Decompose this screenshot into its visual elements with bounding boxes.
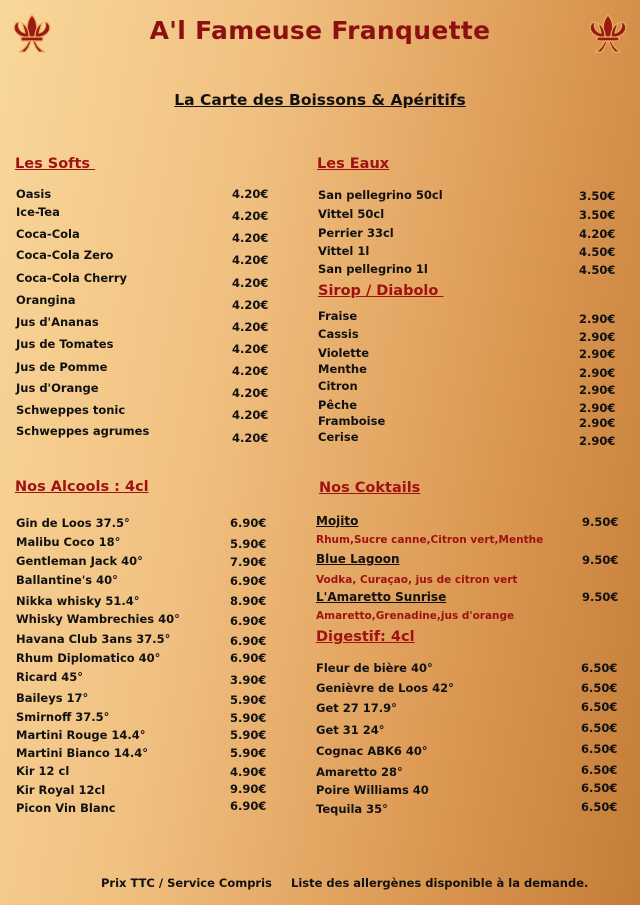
menu-item-price: 4.20€ xyxy=(232,320,269,334)
menu-item-name: Coca-Cola Cherry xyxy=(16,271,128,285)
menu-item-name: Nikka whisky 51.4° xyxy=(16,594,140,608)
menu-item-name: Martini Rouge 14.4° xyxy=(16,728,146,742)
menu-item-price: 6.50€ xyxy=(581,781,618,795)
menu-item-price: 4.20€ xyxy=(232,253,269,267)
menu-item-name: Get 27 17.9° xyxy=(316,701,397,715)
menu-item-price: 2.90€ xyxy=(579,312,616,326)
menu-item-price: 4.20€ xyxy=(232,231,269,245)
menu-item-price: 4.90€ xyxy=(230,765,267,779)
menu-item-name: Smirnoff 37.5° xyxy=(16,710,110,724)
menu-item-name: Jus d'Ananas xyxy=(16,315,99,329)
cocktail-description: Vodka, Curaçao, jus de citron vert xyxy=(316,574,518,586)
menu-item-name: Genièvre de Loos 42° xyxy=(316,681,454,695)
menu-item-price: 6.50€ xyxy=(581,681,618,695)
menu-item-price: 4.20€ xyxy=(232,276,269,290)
menu-item-price: 2.90€ xyxy=(579,347,616,361)
menu-subtitle: La Carte des Boissons & Apéritifs xyxy=(174,91,466,109)
menu-item-price: 6.90€ xyxy=(230,634,267,648)
menu-item-name: Oasis xyxy=(16,187,52,201)
menu-item-price: 6.50€ xyxy=(581,763,618,777)
menu-item-name: Citron xyxy=(318,379,358,393)
menu-item-name: Rhum Diplomatico 40° xyxy=(16,651,161,665)
footer-allergen-note: Liste des allergènes disponible à la demande. xyxy=(291,876,589,890)
menu-item-name: Coca-Cola Zero xyxy=(16,248,114,262)
restaurant-title: A'l Fameuse Franquette xyxy=(149,16,491,45)
menu-item-name: Malibu Coco 18° xyxy=(16,535,121,549)
menu-item-price: 5.90€ xyxy=(230,693,267,707)
menu-item-price: 6.50€ xyxy=(581,661,618,675)
menu-item-name: Coca-Cola xyxy=(16,227,80,241)
menu-item-price: 5.90€ xyxy=(230,537,267,551)
menu-item-name: Get 31 24° xyxy=(316,723,385,737)
menu-item-price: 4.20€ xyxy=(232,298,269,312)
menu-item-price: 4.20€ xyxy=(232,187,269,201)
section-title-cocktails: Nos Coktails xyxy=(319,480,421,496)
menu-item-price: 4.50€ xyxy=(579,263,616,277)
menu-item-name: Ballantine's 40° xyxy=(16,573,118,587)
menu-item-name: Ice-Tea xyxy=(16,205,60,219)
menu-item-price: 9.90€ xyxy=(230,782,267,796)
menu-item-name: Vittel 1l xyxy=(318,244,370,258)
section-title-sirop: Sirop / Diabolo xyxy=(318,283,444,299)
menu-item-name: Orangina xyxy=(16,293,76,307)
menu-item-price: 6.90€ xyxy=(230,614,267,628)
section-title-eaux: Les Eaux xyxy=(317,156,390,172)
menu-item-name: Tequila 35° xyxy=(316,802,388,816)
menu-item-price: 2.90€ xyxy=(579,366,616,380)
menu-item-name: Gentleman Jack 40° xyxy=(16,554,143,568)
menu-item-price: 4.20€ xyxy=(232,408,269,422)
section-title-digestif: Digestif: 4cl xyxy=(316,629,415,645)
menu-item-price: 6.90€ xyxy=(230,574,267,588)
menu-item-price: 4.20€ xyxy=(232,431,269,445)
menu-item-price: 4.50€ xyxy=(579,245,616,259)
menu-item-name: Jus d'Orange xyxy=(16,381,99,395)
menu-item-price: 6.50€ xyxy=(581,742,618,756)
menu-item-price: 4.20€ xyxy=(232,364,269,378)
menu-item-name: Whisky Wambrechies 40° xyxy=(16,612,180,626)
menu-item-name: Schweppes tonic xyxy=(16,403,126,417)
menu-item-price: 6.90€ xyxy=(230,516,267,530)
menu-item-name: Framboise xyxy=(318,414,386,428)
menu-item-name: Menthe xyxy=(318,362,367,376)
menu-item-price: 5.90€ xyxy=(230,711,267,725)
menu-item-price: 2.90€ xyxy=(579,401,616,415)
menu-item-name: Baileys 17° xyxy=(16,691,89,705)
menu-item-price: 5.90€ xyxy=(230,746,267,760)
menu-item-name: Pêche xyxy=(318,398,358,412)
cocktail-price: 9.50€ xyxy=(582,515,619,529)
cocktail-price: 9.50€ xyxy=(582,553,619,567)
cocktail-description: Amaretto,Grenadine,jus d'orange xyxy=(316,610,515,622)
menu-item-price: 6.50€ xyxy=(581,721,618,735)
menu-item-price: 6.50€ xyxy=(581,700,618,714)
menu-item-price: 6.90€ xyxy=(230,799,267,813)
menu-item-price: 4.20€ xyxy=(579,227,616,241)
cocktail-name: L'Amaretto Sunrise xyxy=(316,590,447,604)
menu-item-name: Kir 12 cl xyxy=(16,764,70,778)
cocktail-price: 9.50€ xyxy=(582,590,619,604)
menu-item-name: San pellegrino 1l xyxy=(318,262,428,276)
menu-item-name: Vittel 50cl xyxy=(318,207,385,221)
menu-item-price: 6.90€ xyxy=(230,651,267,665)
menu-item-name: Cerise xyxy=(318,430,359,444)
menu-item-name: Fraise xyxy=(318,309,358,323)
menu-item-name: Martini Bianco 14.4° xyxy=(16,746,148,760)
menu-item-name: Fleur de bière 40° xyxy=(316,661,433,675)
cocktail-name: Blue Lagoon xyxy=(316,552,400,566)
menu-item-name: Gin de Loos 37.5° xyxy=(16,516,130,530)
menu-item-name: Cognac ABK6 40° xyxy=(316,744,428,758)
menu-item-price: 8.90€ xyxy=(230,594,267,608)
menu-item-name: Violette xyxy=(318,346,370,360)
menu-item-name: San pellegrino 50cl xyxy=(318,188,443,202)
menu-item-name: Jus de Pomme xyxy=(16,360,108,374)
section-title-softs: Les Softs xyxy=(15,156,96,172)
menu-item-price: 4.20€ xyxy=(232,386,269,400)
section-title-alcools: Nos Alcools : 4cl xyxy=(15,479,149,495)
menu-item-price: 3.50€ xyxy=(579,208,616,222)
menu-item-price: 4.20€ xyxy=(232,209,269,223)
menu-item-name: Schweppes agrumes xyxy=(16,424,150,438)
menu-item-price: 3.50€ xyxy=(579,189,616,203)
menu-item-name: Amaretto 28° xyxy=(316,765,403,779)
menu-item-price: 2.90€ xyxy=(579,416,616,430)
menu-item-price: 5.90€ xyxy=(230,728,267,742)
menu-item-name: Perrier 33cl xyxy=(318,226,394,240)
cocktail-name: Mojito xyxy=(316,514,359,528)
menu-item-price: 2.90€ xyxy=(579,434,616,448)
fleur-de-lis-icon xyxy=(586,12,630,56)
menu-item-price: 3.90€ xyxy=(230,673,267,687)
menu-item-price: 4.20€ xyxy=(232,342,269,356)
menu-item-price: 2.90€ xyxy=(579,383,616,397)
menu-item-price: 7.90€ xyxy=(230,555,267,569)
menu-item-name: Ricard 45° xyxy=(16,670,84,684)
menu-item-price: 2.90€ xyxy=(579,330,616,344)
menu-item-name: Kir Royal 12cl xyxy=(16,783,106,797)
cocktail-description: Rhum,Sucre canne,Citron vert,Menthe xyxy=(316,534,544,546)
menu-item-name: Cassis xyxy=(318,327,359,341)
menu-item-name: Jus de Tomates xyxy=(16,337,114,351)
footer-price-note: Prix TTC / Service Compris xyxy=(101,876,272,890)
menu-item-name: Havana Club 3ans 37.5° xyxy=(16,632,171,646)
menu-item-name: Picon Vin Blanc xyxy=(16,801,116,815)
menu-item-name: Poire Williams 40 xyxy=(316,783,429,797)
menu-item-price: 6.50€ xyxy=(581,800,618,814)
